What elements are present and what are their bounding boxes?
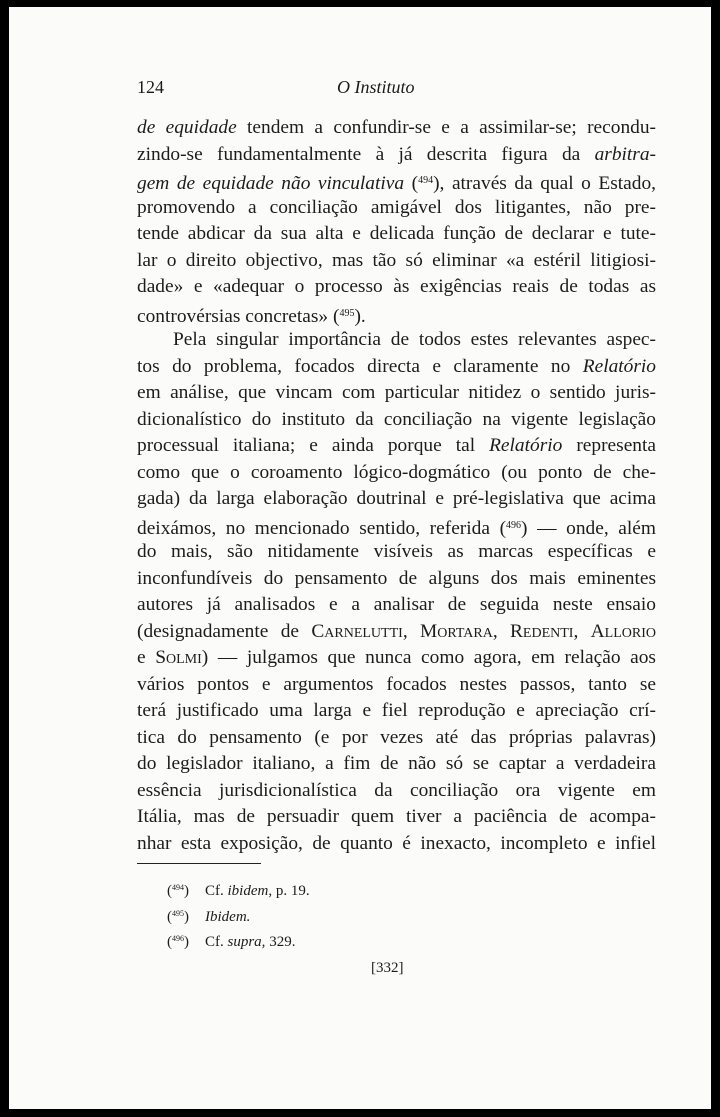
text-line: deixámos, no mencionado sentido, referida ($^{496}$) — onde, além (137, 517, 656, 539)
text-line: em análise, que vincam com particular nitidez o sentido juris- (137, 382, 656, 403)
text-line: dade» e «adequar o processo às exigências reais de todas as (137, 276, 656, 297)
author-name: Allorio (590, 620, 656, 642)
footnote-494: ($^{494}$) Cf. ibidem, p. 19. (167, 883, 310, 899)
text-line: dicionalístico do instituto da conciliação na vigente legislação (137, 408, 656, 430)
running-title: O Instituto (337, 77, 415, 97)
page-header (137, 69, 656, 99)
text-line: essência jurisdicionalística da conciliação ora vigente em (137, 779, 656, 801)
author-name: Carnelutti (311, 620, 403, 642)
author-name: Mortara (419, 620, 493, 642)
text-line: Itália, mas de persuadir quem tiver a paciência de acompa- (137, 806, 656, 827)
text-line: tica do pensamento (e por vezes até das próprias palavras) (137, 726, 656, 748)
text-line: nhar esta exposição, de quanto é inexacto, incompleto e infiel (137, 832, 656, 854)
footnote-ref-494: 494 (418, 175, 434, 186)
footnote-divider (137, 863, 261, 864)
footnotes (167, 877, 310, 954)
text-line: promovendo a conciliação amigável dos litigantes, não pre- (137, 196, 656, 218)
text-line: autores já analisados e a analisar de seguida neste ensaio (137, 594, 656, 615)
text-line: e Solmi) — julgamos que nunca como agora, em relação aos (137, 647, 656, 668)
folio-number: [332] (371, 960, 404, 976)
footnote-495: ($^{495}$) Ibidem. (167, 908, 251, 925)
text-line: controvérsias concretas» ($^{495}$). (137, 305, 366, 327)
author-name: Redenti (510, 620, 574, 642)
page-number: 124 (137, 77, 164, 97)
text-line: tende abdicar da sua alta e delicada função de declarar e tute- (137, 223, 656, 244)
text-line: inconfundíveis do pensamento de alguns dos mais eminentes (137, 567, 656, 589)
text-line: terá justificado uma larga e fiel reprodução e apreciação crí- (137, 700, 656, 721)
text-line: vários pontos e argumentos focados nestes passos, tanto se (137, 673, 656, 695)
text-line: Pela singular importância de todos estes relevantes aspec- (173, 329, 656, 350)
text-line: do mais, são nitidamente visíveis as marcas específicas e (137, 541, 656, 562)
footnote-496: ($^{496}$) Cf. supra, 329. (167, 934, 296, 950)
text-line: do legislador italiano, a fim de não só se captar a verdadeira (137, 753, 656, 774)
text-line: zindo-se fundamentalmente à já descrita figura da arbitra- (137, 143, 656, 165)
author-name: Solmi (155, 647, 202, 668)
main-text (137, 115, 656, 857)
text-line: processual italiana; e ainda porque tal Relatório representa (137, 435, 656, 456)
text-line: tos do problema, focados directa e claramente no Relatório (137, 355, 656, 377)
footnote-ref-495: 495 (339, 307, 355, 319)
book-page (9, 7, 711, 1109)
text-line: de equidade tendem a confundir-se e a assimilar-se; recondu- (137, 117, 656, 138)
text-line: como que o coroamento lógico-dogmático (ou ponto de che- (137, 461, 656, 483)
text-line: gada) da larga elaboração doutrinal e pré-legislativa que acima (137, 488, 656, 509)
text-line: gem de equidade não vinculativa ($^{494}$), através da qual o Estado, (137, 173, 657, 194)
text-line: lar o direito objectivo, mas tão só eliminar «a estéril litigiosi- (137, 249, 656, 271)
text-line: (designadamente de Carnelutti, Mortara, Redenti, Allorio (137, 620, 656, 642)
footnote-ref-496: 496 (506, 519, 522, 531)
